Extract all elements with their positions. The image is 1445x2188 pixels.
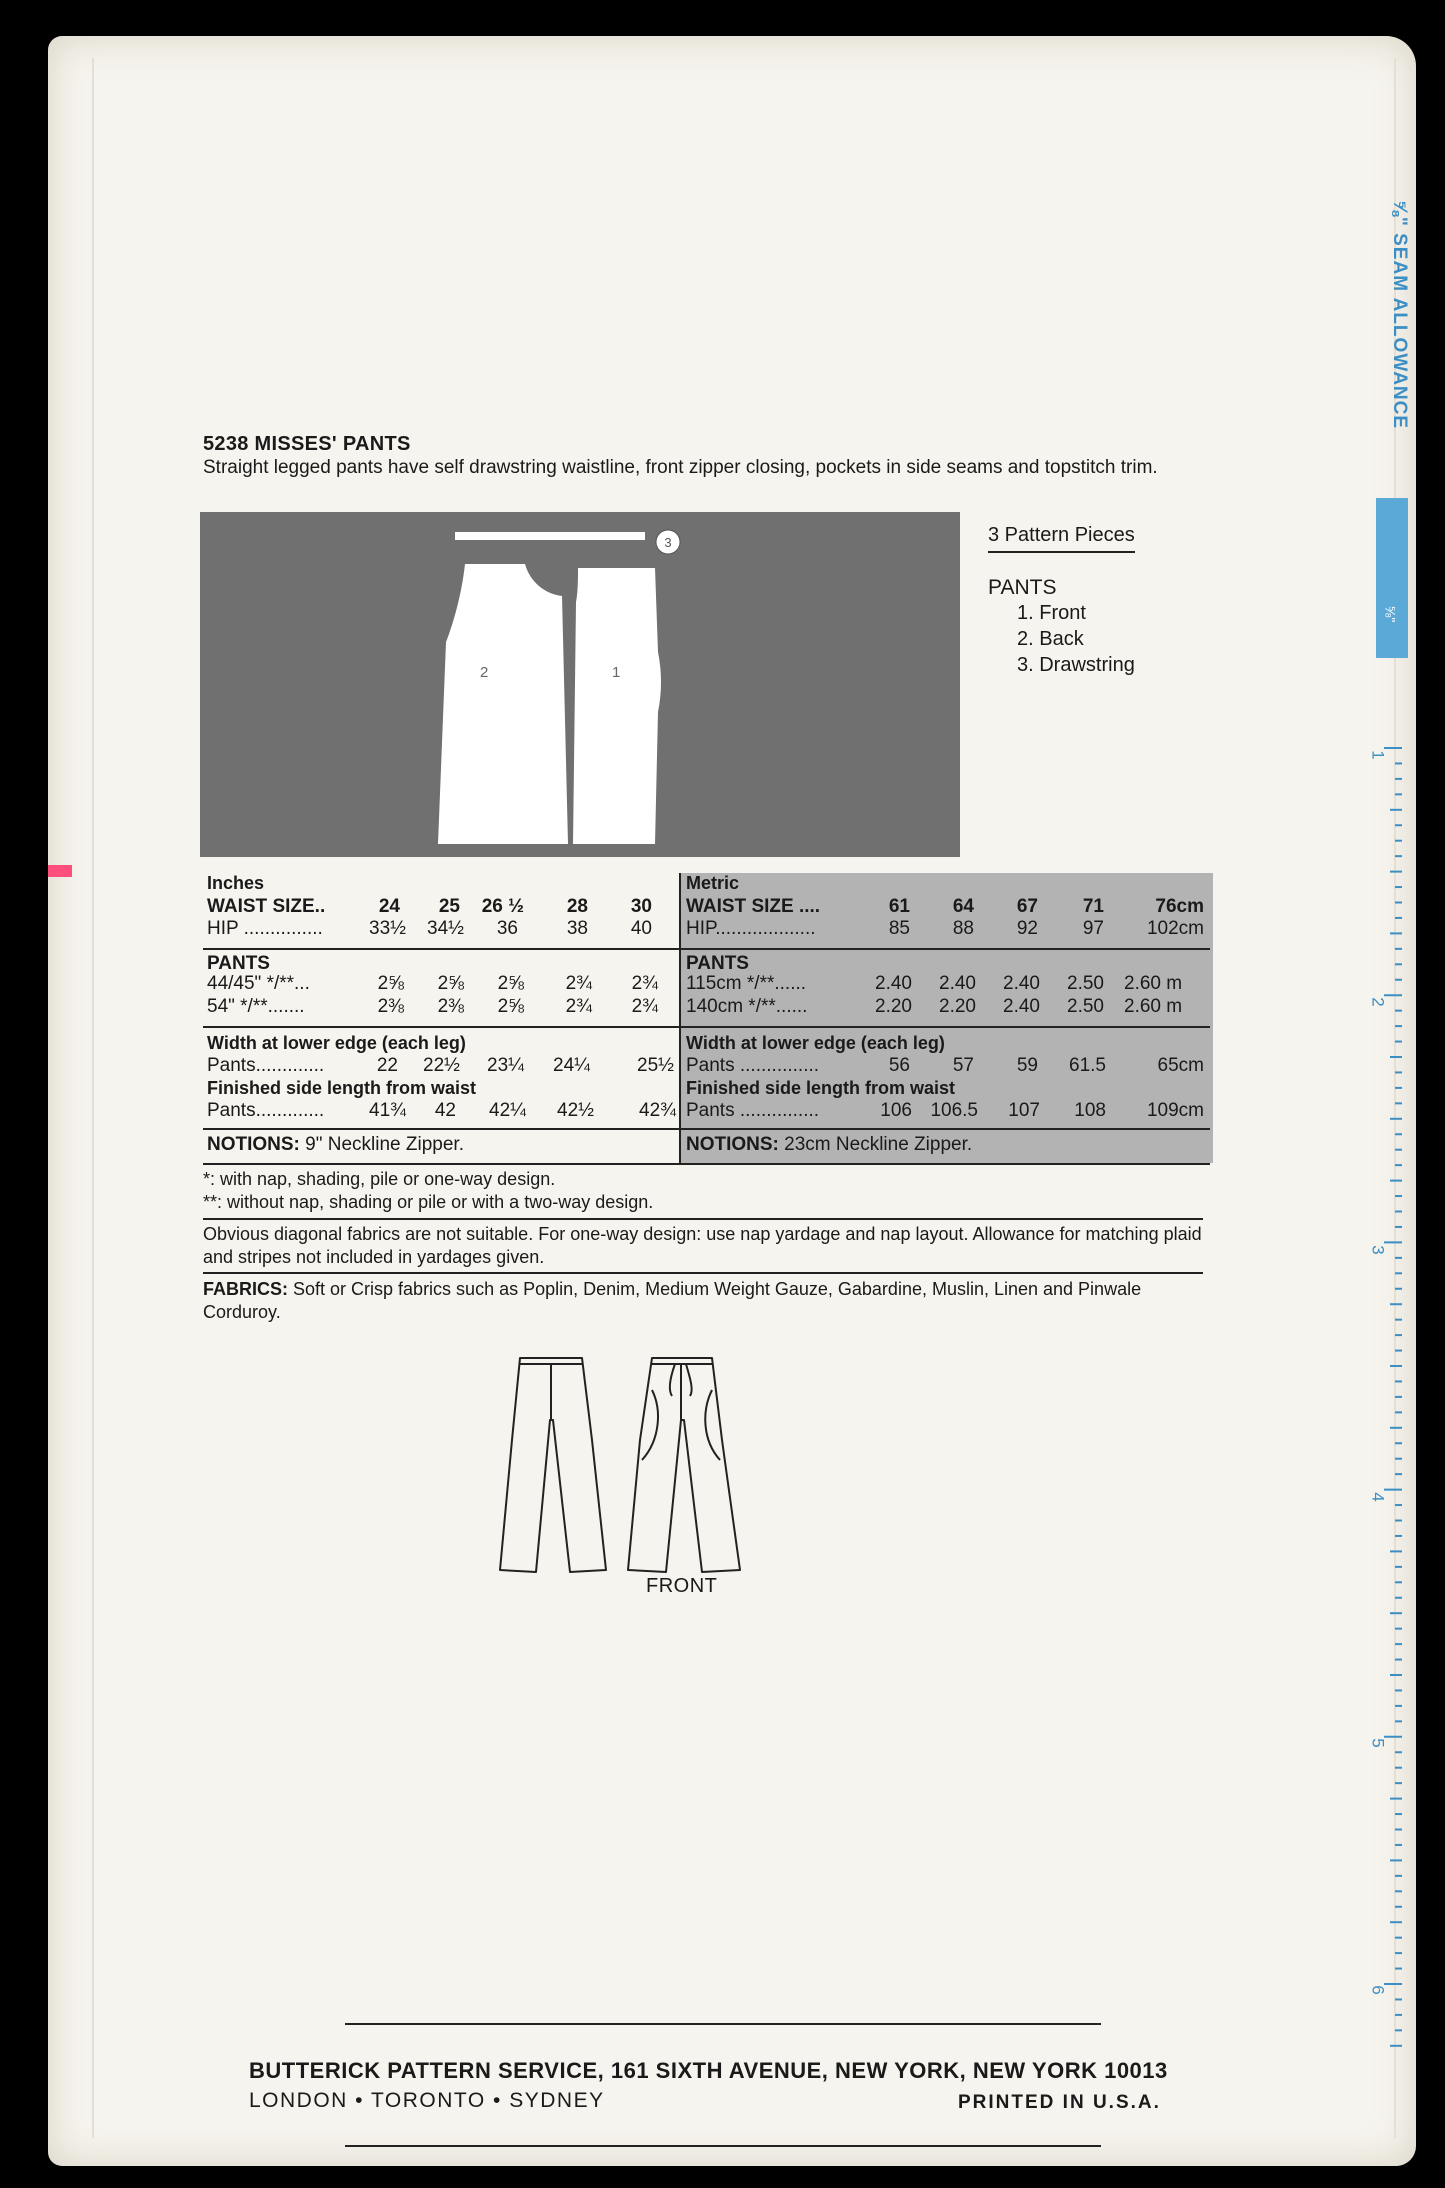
metric-yardage-value: 2.60 m xyxy=(1124,996,1183,1017)
pattern-pieces-heading: 3 Pattern Pieces xyxy=(988,524,1135,553)
metric-width-value: 56 xyxy=(888,1055,910,1076)
metric-label: Metric xyxy=(686,873,740,893)
notions-value: 9" Neckline Zipper. xyxy=(305,1134,464,1155)
inches-width-value: 24¼ xyxy=(553,1055,590,1076)
metric-hip-value: 85 xyxy=(888,918,910,939)
metric-waist-label: WAIST SIZE .... xyxy=(686,896,821,917)
drawstring-piece xyxy=(455,532,645,540)
inches-hip-value: 33½ xyxy=(369,918,406,939)
seam-tab-label: ⅝" xyxy=(1382,605,1399,623)
notions-label: NOTIONS: xyxy=(686,1134,779,1155)
footnote-diagonal: Obvious diagonal fabrics are not suitable. For one-way design: use nap yardage and nap layout. Allowance for matching plaid and stripes not included in yardages given. xyxy=(203,1224,1202,1267)
inches-hip-value: 40 xyxy=(630,918,652,939)
inches-yardage-value: 2⅝ xyxy=(497,973,524,994)
metric-yardage-value: 2.40 xyxy=(939,973,976,994)
footer-rule-top xyxy=(345,2023,1101,2025)
metric-notions xyxy=(686,1134,972,1156)
inches-length-label: Finished side length from waist xyxy=(207,1078,477,1098)
inches-width-value: 25½ xyxy=(637,1055,674,1076)
fabrics-note xyxy=(203,1278,1203,1324)
metric-length-value: 106.5 xyxy=(930,1100,978,1121)
inches-hip-label: HIP ............... xyxy=(207,918,323,939)
inches-yardage-value: 2⅝ xyxy=(437,973,464,994)
inches-width-label: Width at lower edge (each leg) xyxy=(207,1033,466,1053)
inches-yardage-label-1: 44/45" */**... xyxy=(207,973,310,994)
metric-yardage-value: 2.20 xyxy=(939,996,976,1017)
inches-width-value: 22½ xyxy=(423,1055,460,1076)
inches-yardage-value: 2¾ xyxy=(565,973,592,994)
inches-yardage-value: 2⅝ xyxy=(497,996,524,1017)
piece-label-3: 3 xyxy=(664,535,672,550)
back-piece xyxy=(438,564,568,844)
inches-length-value: 42 xyxy=(434,1100,456,1121)
pattern-description: Straight legged pants have self drawstring waistline, front zipper closing, pockets in side seams and topstitch trim. xyxy=(203,457,1158,478)
metric-yardage-value: 2.50 xyxy=(1067,996,1104,1017)
inches-yardage-value: 2¾ xyxy=(631,996,658,1017)
inches-length-value: 42¾ xyxy=(639,1100,676,1121)
metric-yardage-value: 2.50 xyxy=(1067,973,1104,994)
footnote-rule xyxy=(203,1218,1203,1220)
pattern-pieces-diagram xyxy=(200,512,960,857)
footnote-with-nap: *: with nap, shading, pile or one-way design. xyxy=(203,1169,556,1189)
inches-waist-value: 28 xyxy=(566,896,588,917)
inches-length-pants-label: Pants............. xyxy=(207,1100,325,1121)
inches-notions xyxy=(207,1134,464,1156)
metric-width-value: 65cm xyxy=(1157,1055,1204,1076)
ruler-mark: 1 xyxy=(1368,750,1388,760)
metric-hip-value: 97 xyxy=(1082,918,1104,939)
metric-width-value: 59 xyxy=(1016,1055,1038,1076)
inches-yardage-value: 2¾ xyxy=(631,973,658,994)
measuring-ruler xyxy=(1376,490,1402,2050)
footer-printed: PRINTED IN U.S.A. xyxy=(958,2092,1161,2113)
notions-value: 23cm Neckline Zipper. xyxy=(784,1134,973,1155)
metric-yardage-value: 2.60 m xyxy=(1124,973,1183,994)
inches-width-pants-label: Pants............. xyxy=(207,1055,325,1076)
pants-front-view xyxy=(628,1358,740,1572)
pattern-pieces-svg xyxy=(200,512,960,857)
ruler-mark: 3 xyxy=(1368,1245,1388,1255)
metric-width-label: Width at lower edge (each leg) xyxy=(686,1033,945,1053)
metric-width-value: 61.5 xyxy=(1069,1055,1106,1076)
pattern-piece-item: 3. Drawstring xyxy=(1017,654,1135,676)
footer-company: BUTTERICK PATTERN SERVICE, 161 SIXTH AVENUE, NEW YORK, NEW YORK 10013 xyxy=(249,2058,1168,2083)
metric-waist-value: 71 xyxy=(1082,896,1104,917)
footer-cities: LONDON • TORONTO • SYDNEY xyxy=(249,2089,605,2112)
metric-waist-value: 76cm xyxy=(1155,896,1204,917)
inches-hip-value: 36 xyxy=(496,918,518,939)
metric-yardage-value: 2.40 xyxy=(875,973,912,994)
pattern-piece-item: 2. Back xyxy=(1017,628,1084,650)
metric-length-pants-label: Pants ............... xyxy=(686,1100,820,1121)
inches-yardage-value: 2⅜ xyxy=(437,996,464,1017)
fabrics-value: Soft or Crisp fabrics such as Poplin, Denim, Medium Weight Gauze, Gabardine, Muslin, Linen and Pinwale Corduroy. xyxy=(203,1279,1142,1322)
inches-yardage-value: 2¾ xyxy=(565,996,592,1017)
inches-waist-value: 24 xyxy=(378,896,400,917)
inches-waist-value: 26 ½ xyxy=(481,896,524,917)
inches-hip-value: 34½ xyxy=(427,918,464,939)
ruler-mark: 6 xyxy=(1368,1985,1388,1995)
ruler-ticks xyxy=(1376,490,1402,2050)
inches-label: Inches xyxy=(207,873,265,893)
metric-waist-value: 61 xyxy=(888,896,910,917)
piece-label-1: 1 xyxy=(612,664,621,681)
footnote-without-nap: **: without nap, shading or pile or with a two-way design. xyxy=(203,1192,654,1212)
metric-length-value: 107 xyxy=(1008,1100,1040,1121)
inches-width-value: 22 xyxy=(376,1055,398,1076)
metric-hip-value: 92 xyxy=(1016,918,1038,939)
table-rule xyxy=(203,948,1210,950)
ruler-mark: 5 xyxy=(1368,1738,1388,1748)
pattern-pieces-category: PANTS xyxy=(988,576,1057,599)
table-divider xyxy=(679,873,681,1163)
footnote-rule xyxy=(203,1272,1203,1274)
metric-length-value: 106 xyxy=(880,1100,912,1121)
metric-hip-value: 88 xyxy=(952,918,974,939)
footer-rule-bottom xyxy=(345,2145,1101,2147)
metric-length-label: Finished side length from waist xyxy=(686,1078,956,1098)
table-rule xyxy=(203,1128,1210,1130)
table-rule xyxy=(203,1163,1210,1165)
pink-tab-mark xyxy=(48,865,72,877)
metric-length-value: 108 xyxy=(1074,1100,1106,1121)
inches-length-value: 42½ xyxy=(557,1100,594,1121)
inches-waist-label: WAIST SIZE.. xyxy=(207,896,326,917)
inches-pants-label: PANTS xyxy=(207,953,270,974)
inches-hip-value: 38 xyxy=(566,918,588,939)
inches-width-value: 23¼ xyxy=(487,1055,524,1076)
metric-hip-label: HIP................... xyxy=(686,918,816,939)
piece-label-2: 2 xyxy=(480,664,489,681)
inches-yardage-label-2: 54" */**....... xyxy=(207,996,305,1017)
metric-width-pants-label: Pants ............... xyxy=(686,1055,820,1076)
metric-waist-value: 67 xyxy=(1016,896,1038,917)
fabrics-label: FABRICS: xyxy=(203,1279,288,1299)
metric-width-value: 57 xyxy=(952,1055,974,1076)
metric-yardage-value: 2.40 xyxy=(1003,973,1040,994)
front-piece xyxy=(573,568,661,844)
inches-waist-value: 25 xyxy=(438,896,460,917)
inches-yardage-value: 2⅜ xyxy=(377,996,404,1017)
inches-length-value: 41¾ xyxy=(369,1100,406,1121)
table-rule xyxy=(203,1026,1210,1028)
inches-yardage-value: 2⅝ xyxy=(377,973,404,994)
notions-label: NOTIONS: xyxy=(207,1134,300,1155)
metric-length-value: 109cm xyxy=(1146,1100,1204,1121)
inches-length-value: 42¼ xyxy=(489,1100,526,1121)
metric-waist-value: 64 xyxy=(952,896,974,917)
metric-pants-label: PANTS xyxy=(686,953,749,974)
seam-allowance-label xyxy=(1380,200,1410,490)
illustration-caption: FRONT xyxy=(646,1575,718,1597)
metric-yardage-value: 2.40 xyxy=(1003,996,1040,1017)
pattern-title: 5238 MISSES' PANTS xyxy=(203,433,411,455)
pants-back-view xyxy=(500,1358,606,1572)
pattern-piece-item: 1. Front xyxy=(1017,602,1086,624)
metric-yardage-label-1: 115cm */**...... xyxy=(686,973,807,994)
ruler-mark: 2 xyxy=(1368,997,1388,1007)
metric-yardage-label-2: 140cm */**...... xyxy=(686,996,808,1017)
seam-allowance-text: ⅝" SEAM ALLOWANCE xyxy=(1389,200,1410,430)
metric-yardage-value: 2.20 xyxy=(875,996,912,1017)
ruler-mark: 4 xyxy=(1368,1492,1388,1502)
inches-waist-value: 30 xyxy=(630,896,652,917)
metric-hip-value: 102cm xyxy=(1146,918,1204,939)
